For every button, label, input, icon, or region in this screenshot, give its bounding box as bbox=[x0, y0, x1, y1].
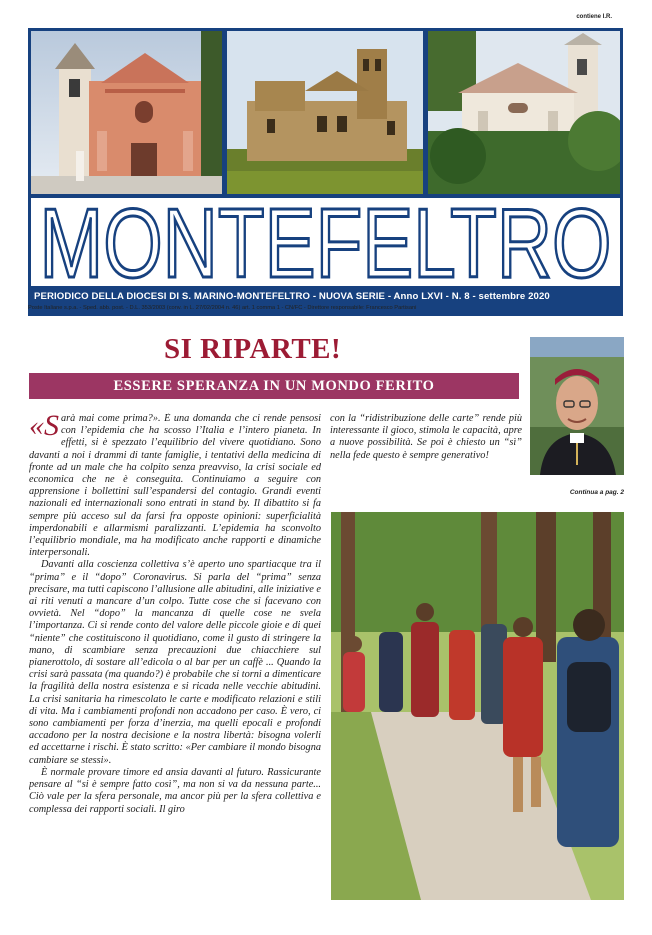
paragraph-2: Davanti alla coscienza collettiva s’è aperto uno spartiacque tra il “prima” e il “dopo” Coronavirus. Si parla del “prima” senza precisare, ma tutti capiscono l’allusione alle abitudini, alle iniziative e ai riti venuti a mancare d’un colpo. Tutte cose che si facevano con ovvietà. Nel “dopo” la mancanza di quelle cose ne svela l’importanza. Ci si rende conto del valore delle piccole gioie e di quei “niente” che costituiscono il quotidiano, come il gusto di stringere la mano, di scambiare senza precauzioni due chiacchiere sul pianerottolo, di sostare all’edicola o al bar per un caffè ... Quando la crisi sarà passata (ma quando?) è probabile che si torni a dimenticare la fragilità della nostra esistenza e si ricada nelle vecchie abitudini. La crisi sanitaria ha rimescolato le carte e modificato relazioni e stili di vita. Ma i cambiamenti profondi non accadono per caso. È vero, ci sono cambiamenti per forza d’inerzia, ma quelli epocali e profondi accadono per la nostra decisione e la nostra libertà: bisogna volerli ed accettarne i rischi. È stato scritto: «Per cambiare il mondo bisogna cambiare se stessi». bbox=[29, 559, 321, 766]
bell-tower-photo bbox=[428, 31, 620, 194]
subheadline-band: ESSERE SPERANZA IN UN MONDO FERITO bbox=[29, 373, 519, 399]
church-photo bbox=[31, 31, 222, 194]
masthead-title bbox=[31, 198, 620, 286]
masthead bbox=[28, 28, 623, 316]
masthead-subtitle: PERIODICO DELLA DIOCESI DI S. MARINO-MONTEFELTRO - NUOVA SERIE - Anno LXVI - N. 8 - settembre 2020 bbox=[34, 291, 550, 302]
article-column-2 bbox=[330, 413, 522, 493]
paragraph-4: con la “ridistribuzione delle carte” rende più interessante il gioco, stimola le capacità, apre a nuove possibilità. Se poi è chiesto un “sì” nella fede questo è sempre generativo! bbox=[330, 413, 522, 461]
paragraph-1-text: arà mai come prima?». È una domanda che ci rende pensosi con l’epidemia che ha scosso l’Italia e l’intero pianeta. In effetti, si è spezzato l’equilibrio del vivere quotidiano. Sono davanti a noi i drammi di tante famiglie, i tentativi della medicina di fronte ad un male che ha colpito senza preavviso, la crisi sociale ed economica che ne è conseguita. Continuiamo a seguire con apprensione i bollettini sull’espandersi del contagio. Grandi eventi nazionali ed internazionali sono entrati in stand by. Il dibattito si fa sempre più acceso sul da farsi fra opposte opinioni: superficialità imperdonabili e allarmismi paralizzanti. L’epidemia ha sconvolto l’equilibrio mondiale, ma ha modificato anche rapporti e dinamiche interpersonali. bbox=[29, 413, 321, 559]
headline: SI RIPARTE! bbox=[164, 333, 342, 365]
paragraph-1 bbox=[29, 413, 321, 559]
article-column-1 bbox=[29, 413, 321, 923]
insert-note: contiene I.R. bbox=[576, 14, 612, 20]
continue-note: Continua a pag. 2 bbox=[569, 489, 624, 496]
dropcap: «S bbox=[29, 413, 59, 442]
bishop-portrait bbox=[530, 337, 624, 475]
paragraph-3: È normale provare timore ed ansia davanti al futuro. Rassicurante pensare al “si è sempre fatto così”, ma non si va da nessuna parte... Ciò vale per la sfera personale, ma ancor più per la sfera collettiva e complessa dei rapporti sociali. Il giro bbox=[29, 766, 321, 815]
postal-info: Poste Italiane s.p.a. - Sped. abb. post. - D.L. 353/2003 (conv. in L. 27/02/2004 n. 46) art. 1 comma 1 - CN/FC - Direttore responsabile: Francesco Partisani bbox=[28, 305, 417, 311]
abbey-photo bbox=[227, 31, 423, 194]
masthead-title-text: MONTEFELTRO bbox=[39, 198, 612, 286]
hikers-photo bbox=[331, 512, 624, 900]
